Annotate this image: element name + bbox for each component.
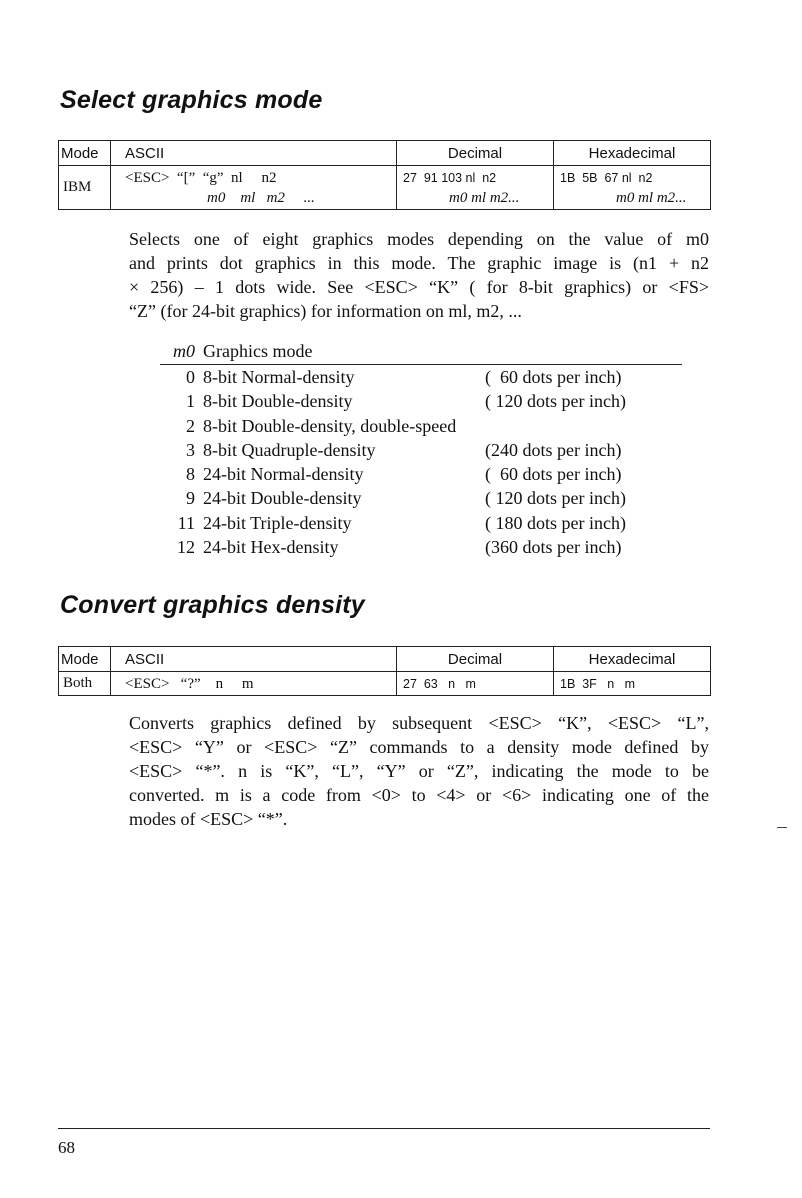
list-item xyxy=(160,365,682,389)
section-title-select-graphics-mode: Select graphics mode xyxy=(60,86,323,114)
decimal-line-1: 27 91 103 nl n2 xyxy=(403,170,497,185)
table-row xyxy=(59,672,711,696)
mode-number: 9 xyxy=(186,488,195,509)
header-hexadecimal: Hexadecimal xyxy=(554,647,711,672)
cell-mode: Both xyxy=(59,672,111,696)
header-ascii: ASCII xyxy=(111,141,397,166)
mode-number: 8 xyxy=(186,464,195,485)
list-item xyxy=(160,462,682,486)
header-ascii: ASCII xyxy=(111,647,397,672)
list-item xyxy=(160,414,682,438)
ascii-line: <ESC> “?” n m xyxy=(125,675,254,692)
graphics-modes-table xyxy=(160,340,682,559)
command-table-convert-graphics-density xyxy=(58,646,711,696)
list-item xyxy=(160,389,682,413)
cell-ascii xyxy=(111,166,397,210)
mode-name: 24-bit Double-density xyxy=(203,488,362,509)
list-item xyxy=(160,511,682,535)
header-m0: m0 xyxy=(173,341,195,361)
header-decimal: Decimal xyxy=(397,141,554,166)
description-line: “Z” (for 24-bit graphics) for information on ml, m2, ... xyxy=(129,301,522,321)
header-hexadecimal: Hexadecimal xyxy=(554,141,711,166)
mode-density: (240 dots per inch) xyxy=(485,439,622,460)
mode-number: 0 xyxy=(186,367,195,387)
header-mode: Mode xyxy=(59,647,111,672)
description-select-graphics-mode xyxy=(129,227,709,323)
graphics-modes-header xyxy=(160,340,682,365)
mode-number: 3 xyxy=(186,439,195,460)
description-line: modes of <ESC> “*”. xyxy=(129,809,288,829)
hex-line: 1B 3F n m xyxy=(560,676,636,691)
mode-density: ( 120 dots per inch) xyxy=(485,391,626,412)
description-convert-graphics-density xyxy=(129,711,709,831)
section-title-convert-graphics-density: Convert graphics density xyxy=(60,591,365,619)
mode-name: 8-bit Quadruple-density xyxy=(203,439,376,460)
table-header-row xyxy=(59,647,711,672)
page-number: 68 xyxy=(58,1138,75,1157)
mode-name: 8-bit Double-density, double-speed xyxy=(203,415,457,436)
hex-line-1: 1B 5B 67 nl n2 xyxy=(560,170,653,185)
description-line: <ESC> “*”. n is “K”, “L”, “Y” or “Z”, indicating the mode to be xyxy=(129,761,709,781)
mode-density: (360 dots per inch) xyxy=(485,537,622,558)
table-row xyxy=(59,166,711,210)
header-mode: Mode xyxy=(59,141,111,166)
cell-decimal xyxy=(397,166,554,210)
mode-number: 2 xyxy=(186,415,195,436)
command-table-select-graphics-mode xyxy=(58,140,711,210)
footer-rule xyxy=(58,1128,710,1129)
cell-hex xyxy=(554,166,711,210)
mode-name: 24-bit Hex-density xyxy=(203,537,339,558)
hex-line-2: m0 ml m2... xyxy=(616,189,687,206)
mode-name: 24-bit Normal-density xyxy=(203,464,364,485)
decimal-line-2: m0 ml m2... xyxy=(449,189,520,206)
description-line: converted. m is a code from <0> to <4> or <6> indicating one of the xyxy=(129,785,709,805)
mode-name: 24-bit Triple-density xyxy=(203,512,352,533)
cell-mode: IBM xyxy=(59,166,111,210)
list-item xyxy=(160,535,682,559)
mode-number: 1 xyxy=(186,391,195,412)
description-line: <ESC> “Y” or <ESC> “Z” commands to a density mode defined by xyxy=(129,737,709,757)
description-line: × 256) – 1 dots wide. See <ESC> “K” ( for 8-bit graphics) or <FS> xyxy=(129,277,709,297)
header-graphics-mode: Graphics mode xyxy=(203,341,313,361)
mode-name: 8-bit Double-density xyxy=(203,391,353,412)
mode-density: ( 60 dots per inch) xyxy=(485,367,622,387)
cell-ascii xyxy=(111,672,397,696)
table-header-row xyxy=(59,141,711,166)
list-item xyxy=(160,438,682,462)
description-line: and prints dot graphics in this mode. The graphic image is (n1 + n2 xyxy=(129,253,709,273)
mode-number: 12 xyxy=(177,537,195,558)
cell-decimal xyxy=(397,672,554,696)
decimal-line: 27 63 n m xyxy=(403,676,476,691)
mode-density: ( 60 dots per inch) xyxy=(485,464,622,485)
mode-density: ( 180 dots per inch) xyxy=(485,512,626,533)
description-line: Converts graphics defined by subsequent <ESC> “K”, <ESC> “L”, xyxy=(129,713,709,733)
description-line: Selects one of eight graphics modes depending on the value of m0 xyxy=(129,229,709,249)
mode-number: 11 xyxy=(177,512,195,533)
mode-density: ( 120 dots per inch) xyxy=(485,488,626,509)
mode-name: 8-bit Normal-density xyxy=(203,367,355,387)
header-decimal: Decimal xyxy=(397,647,554,672)
mode-density xyxy=(485,414,682,438)
cell-hex xyxy=(554,672,711,696)
list-item xyxy=(160,486,682,510)
ascii-line-2: m0 ml m2 ... xyxy=(207,189,315,206)
ascii-line-1: <ESC> “[” “g” nl n2 xyxy=(125,169,277,186)
margin-mark xyxy=(777,827,787,828)
